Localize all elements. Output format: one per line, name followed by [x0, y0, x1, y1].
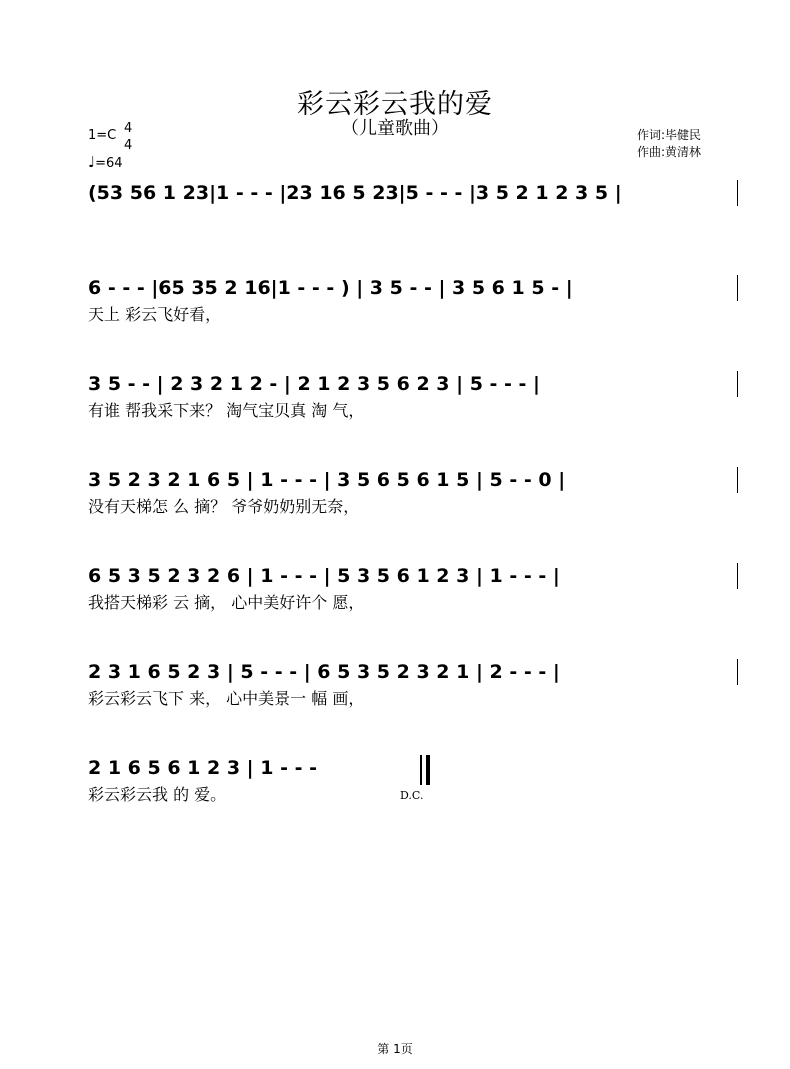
time-signature: [124, 120, 132, 154]
lyric-line: 我搭天梯彩 云 摘， 心中美好许个 愿，: [88, 593, 365, 612]
lyricist-credit: 作词:毕健民: [637, 128, 702, 142]
quarter-note-icon: ♩: [88, 153, 96, 171]
lyric-line: [88, 208, 740, 232]
tempo-marking: [88, 153, 123, 171]
barline: [737, 659, 738, 685]
time-signature-bottom: 4: [124, 138, 133, 153]
time-signature-top: 4: [124, 121, 133, 136]
notation-line: 2 1 6 5 6 1 2 3 | 1 - - -: [88, 757, 317, 779]
notation-line: (53 56 1 23|1 - - - |23 16 5 23|5 - - - |3 5 2 1 2 3 5 |: [88, 182, 622, 204]
song-title: 彩云彩云我的爱: [297, 89, 493, 120]
final-barline: [420, 755, 430, 785]
credits: [637, 127, 701, 161]
notation-line: 6 - - - |65 35 2 16|1 - - - ) | 3 5 - - | 3 5 6 1 5 - |: [88, 277, 573, 299]
notation-line: 6 5 3 5 2 3 2 6 | 1 - - - | 5 3 5 6 1 2 3 | 1 - - - |: [88, 565, 560, 587]
lyric-line: 彩云彩云飞下 来， 心中美景一 幅 画，: [88, 689, 365, 708]
barline: [737, 275, 738, 301]
notation-line: 3 5 - - | 2 3 2 1 2 - | 2 1 2 3 5 6 2 3 | 5 - - - |: [88, 373, 540, 395]
barline: [737, 467, 738, 493]
lyric-line: 没有天梯怎 么 摘？ 爷爷奶奶别无奈，: [88, 497, 360, 516]
barline: [737, 563, 738, 589]
composer-credit: 作曲:黄清林: [637, 145, 702, 159]
key-signature: 1=C: [88, 128, 117, 143]
lyric-line: 天上 彩云飞好看，: [88, 305, 222, 324]
lyric-line: 有谁 帮我采下来？ 淘气宝贝真 淘 气，: [88, 401, 365, 420]
page-number: 第 1页: [377, 1042, 413, 1056]
tempo-value: =64: [95, 156, 123, 171]
song-subtitle: （儿童歌曲）: [341, 118, 449, 139]
notation-line: 2 3 1 6 5 2 3 | 5 - - - | 6 5 3 5 2 3 2 1 | 2 - - - |: [88, 661, 560, 683]
notation-line: 3 5 2 3 2 1 6 5 | 1 - - - | 3 5 6 5 6 1 5 | 5 - - 0 |: [88, 469, 566, 491]
lyric-line: 彩云彩云我 的 爱。: [88, 785, 227, 804]
da-capo-mark: D.C.: [400, 789, 424, 802]
barline: [737, 180, 738, 206]
barline: [737, 371, 738, 397]
